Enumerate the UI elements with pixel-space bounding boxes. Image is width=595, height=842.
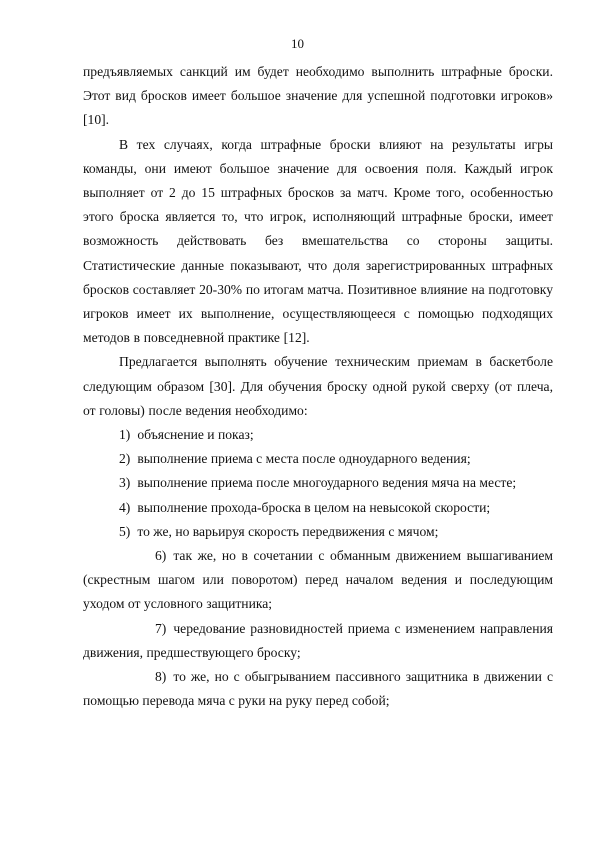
- list-item: [83, 471, 553, 495]
- list-item: [83, 423, 553, 447]
- list-item-number: 2): [119, 451, 131, 467]
- list-item-number: 5): [119, 523, 131, 539]
- list-item: [83, 544, 553, 617]
- list-item: [83, 496, 553, 520]
- list-item-text: выполнение прохода-броска в целом на невысокой скорости;: [137, 499, 491, 515]
- list-item-number: 7): [155, 620, 167, 636]
- list-item-text: выполнение приема после многоударного ведения мяча на месте;: [137, 475, 517, 491]
- list-item-text: то же, но варьируя скорость передвижения с мячом;: [137, 523, 439, 539]
- paragraph-continuation: предъявляемых санкций им будет необходимо выполнить штрафные броски. Этот вид бросков имеет большое значение для успешной подготовки игроков» [10].: [83, 64, 553, 128]
- list-item-text: чередование разновидностей приема с изменением направления движения, предшествующего броску;: [83, 620, 553, 660]
- document-body: [83, 60, 553, 713]
- list-item-number: 1): [119, 427, 131, 443]
- list-item-text: то же, но с обыгрыванием пассивного защитника в движении с помощью перевода мяча с руки на руку перед собой;: [83, 669, 553, 709]
- list-item: [83, 665, 553, 713]
- list-item: [83, 520, 553, 544]
- teaching-steps-list: [83, 423, 553, 713]
- list-item-number: 3): [119, 475, 131, 491]
- paragraph-free-throws: В тех случаях, когда штрафные броски влияют на результаты игры команды, они имеют большое значение для освоения поля. Каждый игрок выполняет от 2 до 15 штрафных бросков за матч. Кроме того, особенностью этого броска является то, что игрок, исполняющий штрафные броски, имеет возможность действовать без вмешательства со стороны защиты. Статистические данные показывают, что доля зарегистрированных штрафных бросков составляет 20-30% по итогам матча. Позитивное влияние на подготовку игроков имеет их выполнение, осуществляющееся с помощью подходящих методов в повседневной практике [12].: [83, 136, 553, 346]
- list-item-text: выполнение приема с места после одноударного ведения;: [137, 451, 471, 467]
- list-item-number: 8): [155, 669, 167, 685]
- page-number: 10: [291, 36, 304, 51]
- list-item-text: объяснение и показ;: [137, 427, 254, 443]
- list-item: [83, 447, 553, 471]
- paragraph-teaching-method: Предлагается выполнять обучение техническим приемам в баскетболе следующим образом [30]. Для обучения броску одной рукой сверху (от плеча, от головы) после ведения необходимо:: [83, 354, 553, 418]
- list-item-number: 4): [119, 499, 131, 515]
- list-item: [83, 617, 553, 665]
- list-item-number: 6): [155, 548, 167, 564]
- list-item-text: так же, но в сочетании с обманным движением вышагиванием (скрестным шагом или поворотом) перед началом ведения и последующим уходом от условного защитника;: [83, 548, 553, 612]
